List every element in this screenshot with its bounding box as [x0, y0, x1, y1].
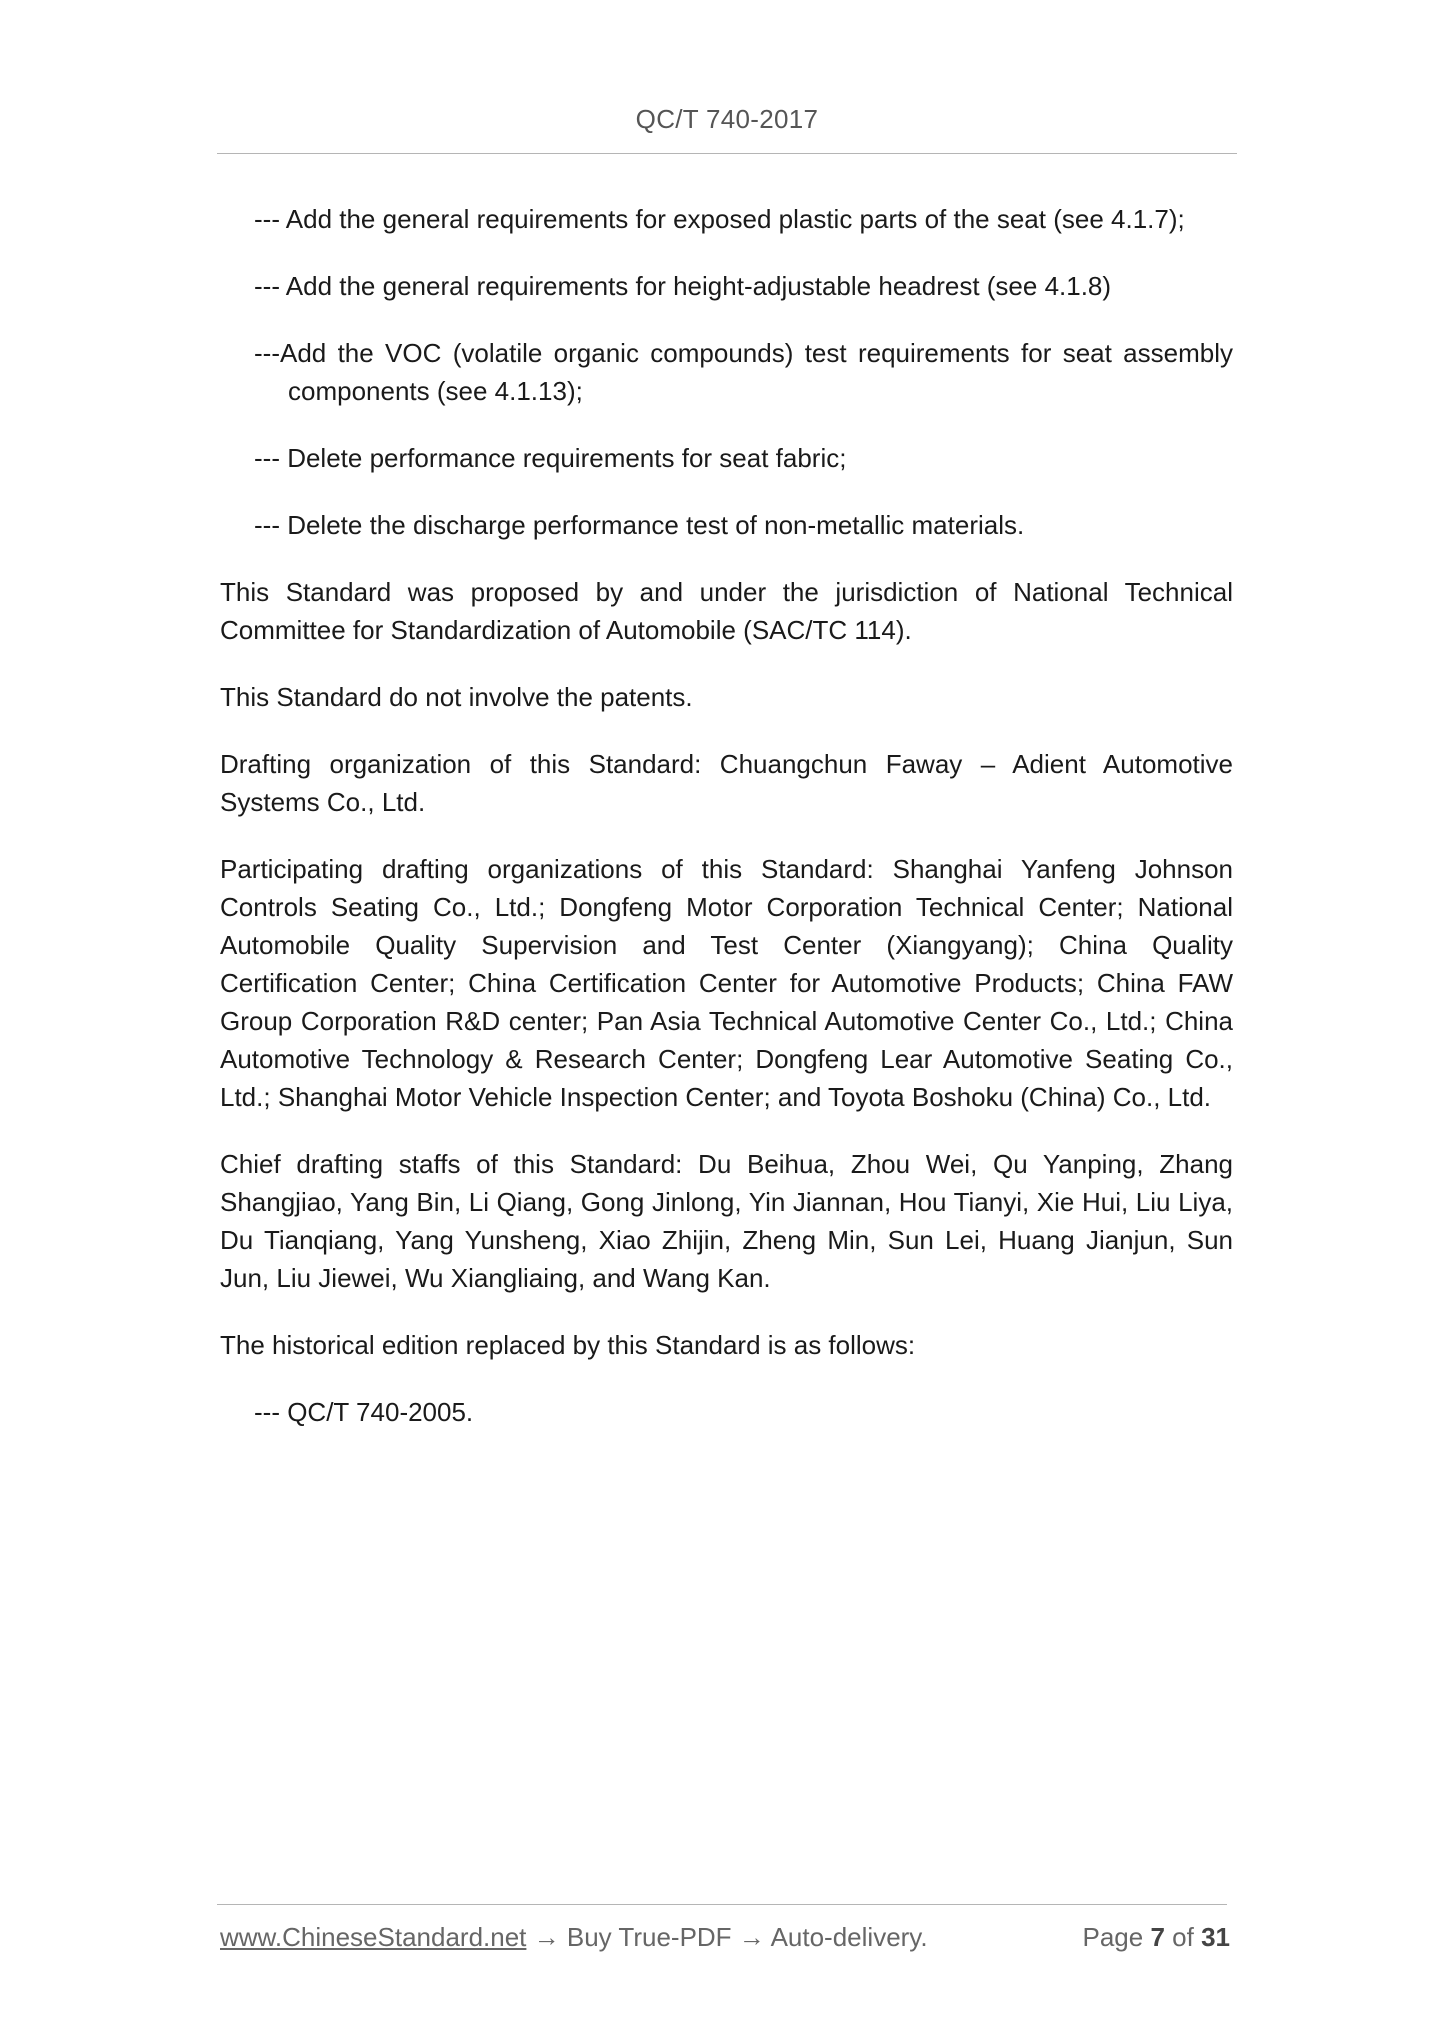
page-content — [220, 200, 1233, 1460]
change-item: --- Add the general requirements for exposed plastic parts of the seat (see 4.1.7); — [254, 204, 1185, 234]
website-link[interactable]: www.ChineseStandard.net — [220, 1922, 527, 1952]
history-list — [220, 1393, 1233, 1431]
page-label: Page — [1082, 1922, 1144, 1952]
patents-paragraph: This Standard do not involve the patents. — [220, 682, 693, 712]
footer-promo — [220, 1922, 928, 1953]
footer-divider — [217, 1904, 1227, 1905]
changes-list — [220, 200, 1233, 544]
header-divider — [217, 153, 1237, 154]
change-item: --- Add the general requirements for height-adjustable headrest (see 4.1.8) — [254, 271, 1112, 301]
footer-tagline: → Buy True-PDF → Auto-delivery. — [526, 1922, 928, 1952]
participating-organizations-paragraph: Participating drafting organizations of this Standard: Shanghai Yanfeng Johnson Controls Seating Co., Ltd.; Dongfeng Motor Corporation Technical Center; National Automobile Quality Supervision and Test Center (Xiangyang); China Quality Certification Center; China Certification Center for Automotive Products; China FAW Group Corporation R&D center; Pan Asia Technical Automotive Center Co., Ltd.; China Automotive Technology & Research Center; Dongfeng Lear Automotive Seating Co., Ltd.; Shanghai Motor Vehicle Inspection Center; and Toyota Boshoku (China) Co., Ltd. — [220, 854, 1233, 1112]
page-indicator — [1082, 1922, 1230, 1953]
change-item: ---Add the VOC (volatile organic compounds) test requirements for seat assembly components (see 4.1.13); — [254, 338, 1233, 406]
change-item: --- Delete performance requirements for seat fabric; — [254, 443, 847, 473]
of-label: of — [1172, 1922, 1194, 1952]
change-item: --- Delete the discharge performance test of non-metallic materials. — [254, 510, 1025, 540]
history-item: --- QC/T 740-2005. — [254, 1397, 474, 1427]
total-pages-number: 31 — [1201, 1922, 1230, 1952]
document-header-title: QC/T 740-2017 — [635, 104, 819, 134]
drafting-organization-paragraph: Drafting organization of this Standard: Chuangchun Faway – Adient Automotive Systems Co., Ltd. — [220, 749, 1233, 817]
historical-edition-paragraph: The historical edition replaced by this Standard is as follows: — [220, 1330, 916, 1360]
chief-drafting-staff-paragraph: Chief drafting staffs of this Standard: Du Beihua, Zhou Wei, Qu Yanping, Zhang Shangjiao, Yang Bin, Li Qiang, Gong Jinlong, Yin Jiannan, Hou Tianyi, Xie Hui, Liu Liya, Du Tianqiang, Yang Yunsheng, Xiao Zhijin, Zheng Min, Sun Lei, Huang Jianjun, Sun Jun, Liu Jiewei, Wu Xiangliaing, and Wang Kan. — [220, 1149, 1233, 1293]
jurisdiction-paragraph: This Standard was proposed by and under the jurisdiction of National Technical Committee for Standardization of Automobile (SAC/TC 114). — [220, 577, 1233, 645]
current-page-number: 7 — [1150, 1922, 1165, 1952]
